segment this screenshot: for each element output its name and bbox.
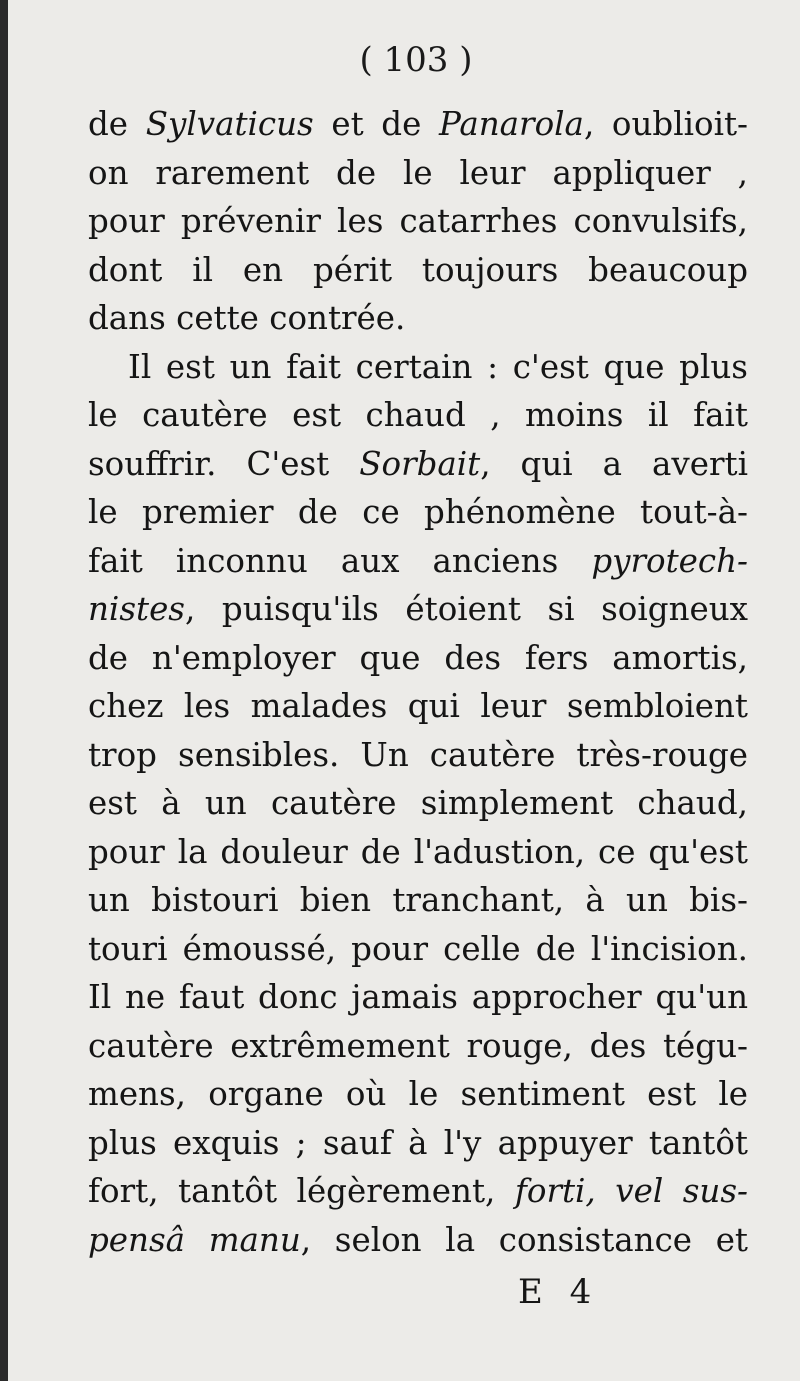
text-line <box>88 537 748 586</box>
text-segment: dont il en périt toujours beaucoup <box>88 250 748 289</box>
text-line <box>88 779 748 828</box>
text-segment: fait inconnu aux anciens <box>88 541 592 580</box>
text-line <box>88 343 748 392</box>
text-segment: dans cette contrée. <box>88 299 406 337</box>
text-segment: cautère extrêmement rouge, des tégu- <box>88 1026 748 1065</box>
text-line <box>88 100 748 149</box>
text-segment: pour la douleur de l'adustion, ce qu'est <box>88 832 748 871</box>
italic-text: Sylvaticus <box>145 105 314 143</box>
text-segment: Il est un fait certain : c'est que plus <box>128 347 748 386</box>
text-segment: , qui a averti <box>480 444 748 483</box>
italic-text: Panarola <box>438 105 584 143</box>
italic-text: Sorbait <box>359 444 481 483</box>
italic-text: pensâ manu <box>88 1220 301 1259</box>
text-segment: de n'employer que des fers amortis, <box>88 638 748 677</box>
page-number-header: ( 103 ) <box>359 40 473 80</box>
text-line <box>88 731 748 780</box>
text-segment: , selon la consistance et <box>300 1220 748 1259</box>
text-segment: le cautère est chaud , moins il fait <box>88 396 748 434</box>
text-segment: fort, tantôt légèrement, <box>88 1172 515 1210</box>
text-line <box>88 828 748 877</box>
text-segment: , oublioit- <box>583 105 748 143</box>
text-line <box>88 1216 748 1265</box>
italic-text: pyrotech- <box>591 541 748 580</box>
signature-mark: E 4 <box>518 1272 600 1312</box>
text-line <box>88 1119 748 1168</box>
text-segment: le premier de ce phénomène tout-à- <box>88 493 748 531</box>
text-line <box>88 634 748 683</box>
text-segment: trop sensibles. Un cautère très-rouge <box>88 735 748 774</box>
text-segment: on rarement de le leur appliquer , <box>88 153 748 192</box>
text-line <box>88 488 748 537</box>
text-line <box>88 876 748 925</box>
text-segment: de <box>88 105 146 143</box>
text-line <box>88 973 748 1022</box>
text-line <box>88 1022 748 1071</box>
text-segment: Il ne faut donc jamais approcher qu'un <box>88 978 748 1016</box>
text-line <box>88 440 748 489</box>
text-segment: plus exquis ; sauf à l'y appuyer tantôt <box>88 1123 748 1162</box>
text-segment: souffrir. C'est <box>88 444 360 483</box>
body-text <box>88 100 748 1264</box>
text-segment: touri émoussé, pour celle de l'incision. <box>88 929 748 968</box>
text-line <box>88 246 748 295</box>
text-line <box>88 149 748 198</box>
italic-text: forti, vel sus- <box>514 1172 748 1210</box>
text-segment: est à un cautère simplement chaud, <box>88 784 748 822</box>
text-line <box>88 585 748 634</box>
italic-text: nistes <box>88 590 185 628</box>
text-line <box>88 1167 748 1216</box>
text-segment: chez les malades qui leur sembloient <box>88 687 748 725</box>
text-line <box>88 197 748 246</box>
text-segment: pour prévenir les catarrhes convulsifs, <box>88 202 748 240</box>
text-segment: mens, organe où le sentiment est le <box>88 1075 748 1113</box>
text-segment: et de <box>313 105 439 143</box>
text-segment: , puisqu'ils étoient si soigneux <box>184 590 748 628</box>
text-line <box>88 682 748 731</box>
text-line <box>88 1070 748 1119</box>
text-segment: un bistouri bien tranchant, à un bis- <box>88 881 748 919</box>
text-line <box>88 925 748 974</box>
book-page <box>8 0 800 1381</box>
text-line <box>88 294 748 343</box>
text-line <box>88 391 748 440</box>
